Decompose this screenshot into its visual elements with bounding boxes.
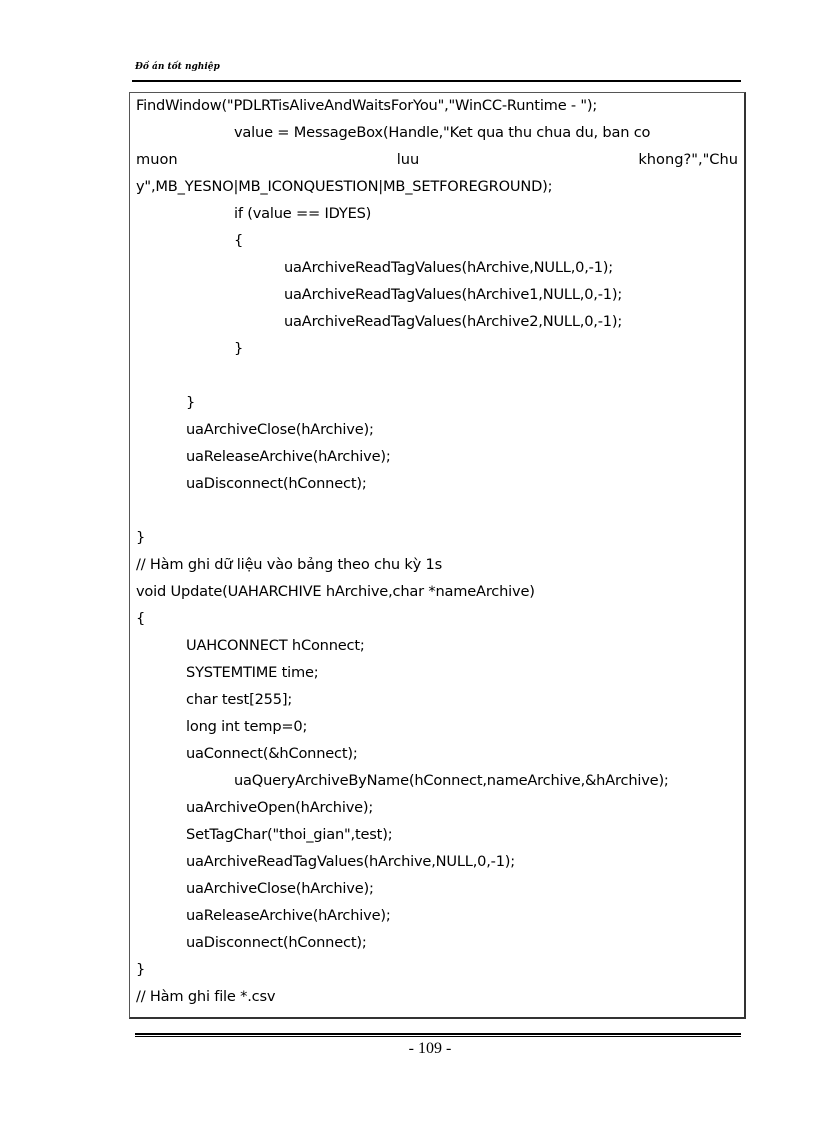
code-word: muon [136,151,178,168]
footer-divider-thin [135,1036,741,1037]
code-line: if (value == IDYES) [234,205,372,222]
code-line: long int temp=0; [186,718,308,735]
code-line: uaArchiveReadTagValues(hArchive2,NULL,0,-1); [284,313,623,330]
code-word: khong?","Chu [638,151,738,168]
code-line: { [136,610,146,627]
page-number: - 109 - [408,1040,452,1057]
code-line: } [186,394,196,411]
code-word: luu [396,151,420,168]
code-comment: // Hàm ghi file *.csv [136,988,276,1005]
header-divider [132,80,741,82]
code-line: uaReleaseArchive(hArchive); [186,448,391,465]
code-line: } [136,529,146,546]
code-line: { [234,232,244,249]
footer-divider [135,1033,741,1035]
code-line: uaArchiveReadTagValues(hArchive,NULL,0,-1); [186,853,516,870]
code-line: } [136,961,146,978]
code-line: uaArchiveClose(hArchive); [186,421,374,438]
code-line: } [234,340,244,357]
code-line-justified [136,151,738,169]
code-line: uaArchiveReadTagValues(hArchive1,NULL,0,-1); [284,286,623,303]
code-line: uaArchiveReadTagValues(hArchive,NULL,0,-1); [284,259,614,276]
code-line: UAHCONNECT hConnect; [186,637,365,654]
code-line: uaArchiveClose(hArchive); [186,880,374,897]
code-line: SYSTEMTIME time; [186,664,319,681]
code-line: char test[255]; [186,691,293,708]
code-line: y",MB_YESNO|MB_ICONQUESTION|MB_SETFOREGROUND); [136,178,553,195]
code-line: uaReleaseArchive(hArchive); [186,907,391,924]
code-line: uaArchiveOpen(hArchive); [186,799,374,816]
code-line: uaDisconnect(hConnect); [186,475,367,492]
code-line: uaDisconnect(hConnect); [186,934,367,951]
code-line: value = MessageBox(Handle,"Ket qua thu chua du, ban co [234,124,651,141]
code-line: void Update(UAHARCHIVE hArchive,char *nameArchive) [136,583,535,600]
code-line: uaConnect(&hConnect); [186,745,358,762]
code-line: uaQueryArchiveByName(hConnect,nameArchive,&hArchive); [234,772,669,789]
code-line: SetTagChar("thoi_gian",test); [186,826,393,843]
code-comment: // Hàm ghi dữ liệu vào bảng theo chu kỳ 1s [136,556,442,573]
document-header-title: Đồ án tốt nghiệp [135,62,220,72]
code-line: FindWindow("PDLRTisAliveAndWaitsForYou","WinCC-Runtime - "); [136,97,598,114]
